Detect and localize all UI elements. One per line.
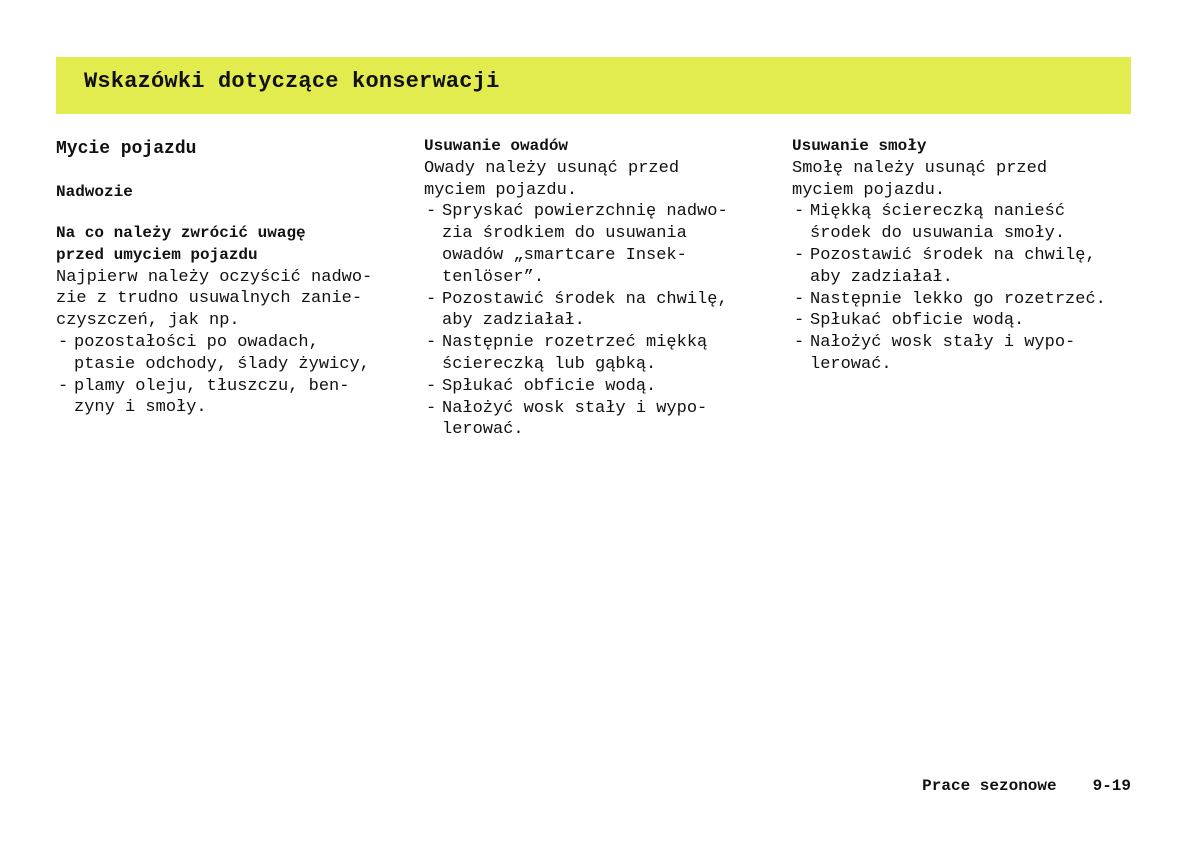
block-title-line: Na co należy zwrócić uwagę [56,224,306,242]
column-tar [792,136,1132,376]
text-line: Spłukać obficie wodą. [810,311,1025,331]
text-line: Nałożyć wosk stały i wypo- [442,398,708,418]
text-line: Pozostawić środek na chwilę, [442,289,728,309]
text-line: Następnie lekko go rozetrzeć. [810,289,1106,309]
list-item [424,201,764,288]
text-line: plamy oleju, tłuszczu, ben- [74,376,350,396]
intro-paragraph [792,158,1132,202]
list-item [792,245,1132,289]
list-item [792,332,1132,376]
text-line: aby zadziałał. [442,311,585,331]
header-banner [56,57,1131,114]
block-title-line: przed umyciem pojazdu [56,245,258,264]
section-title-tar: Usuwanie smoły [792,137,927,155]
list-item [424,289,764,333]
dash-bullet-icon: - [794,202,805,222]
dash-bullet-icon: - [426,398,437,418]
text-line: zia środkiem do usuwania [442,224,687,244]
page-number: 9-19 [1092,777,1131,795]
list-item [56,332,396,376]
list-item [424,332,764,376]
text-line: pozostałości po owadach, [74,332,319,352]
text-line: Smołę należy usunąć przed [792,158,1048,178]
dash-bullet-icon: - [426,289,437,309]
text-line: ściereczką lub gąbką. [442,354,657,374]
intro-paragraph [56,267,396,332]
dash-bullet-icon: - [58,332,69,352]
list-item [792,289,1132,311]
text-line: Spryskać powierzchnię nadwo- [442,202,728,222]
list-item [792,201,1132,245]
text-line: Owady należy usunąć przed [424,158,680,178]
list-item [792,310,1132,332]
text-line: Nałożyć wosk stały i wypo- [810,333,1076,353]
page-footer [922,777,1131,795]
dash-bullet-icon: - [426,202,437,222]
block-title [56,223,396,267]
dash-bullet-icon: - [426,333,437,353]
text-line: Najpierw należy oczyścić nadwo- [56,267,373,287]
text-line: środek do usuwania smoły. [810,224,1066,244]
text-line: Pozostawić środek na chwilę, [810,245,1096,265]
dash-bullet-icon: - [58,376,69,396]
text-line: zie z trudno usuwalnych zanie- [56,289,363,309]
text-line: aby zadziałał. [810,267,953,287]
text-line: Miękką ściereczką nanieść [810,202,1066,222]
text-line: lerować. [442,420,524,440]
text-line: tenlöser”. [442,267,545,287]
intro-paragraph [424,158,764,202]
text-line: czyszczeń, jak np. [56,311,240,331]
text-line: owadów „smartcare Insek- [442,245,687,265]
column-washing [56,136,396,419]
dash-bullet-icon: - [426,376,437,396]
text-line: Spłukać obficie wodą. [442,376,657,396]
text-line: zyny i smoły. [74,398,207,418]
list-item [424,376,764,398]
chapter-name: Prace sezonowe [922,777,1057,795]
dash-bullet-icon: - [794,289,805,309]
text-line: myciem pojazdu. [424,180,578,200]
list-item [424,398,764,442]
text-line: myciem pojazdu. [792,180,946,200]
subsection-title-body: Nadwozie [56,183,133,201]
text-line: ptasie odchody, ślady żywicy, [74,354,370,374]
page-title: Wskazówki dotyczące konserwacji [84,69,500,94]
text-line: Następnie rozetrzeć miękką [442,333,708,353]
column-insects [424,136,764,441]
dash-bullet-icon: - [794,311,805,331]
section-title-washing: Mycie pojazdu [56,139,197,159]
list-item [56,376,396,420]
dash-bullet-icon: - [794,333,805,353]
section-title-insects: Usuwanie owadów [424,137,569,155]
dash-bullet-icon: - [794,245,805,265]
text-line: lerować. [810,354,892,374]
